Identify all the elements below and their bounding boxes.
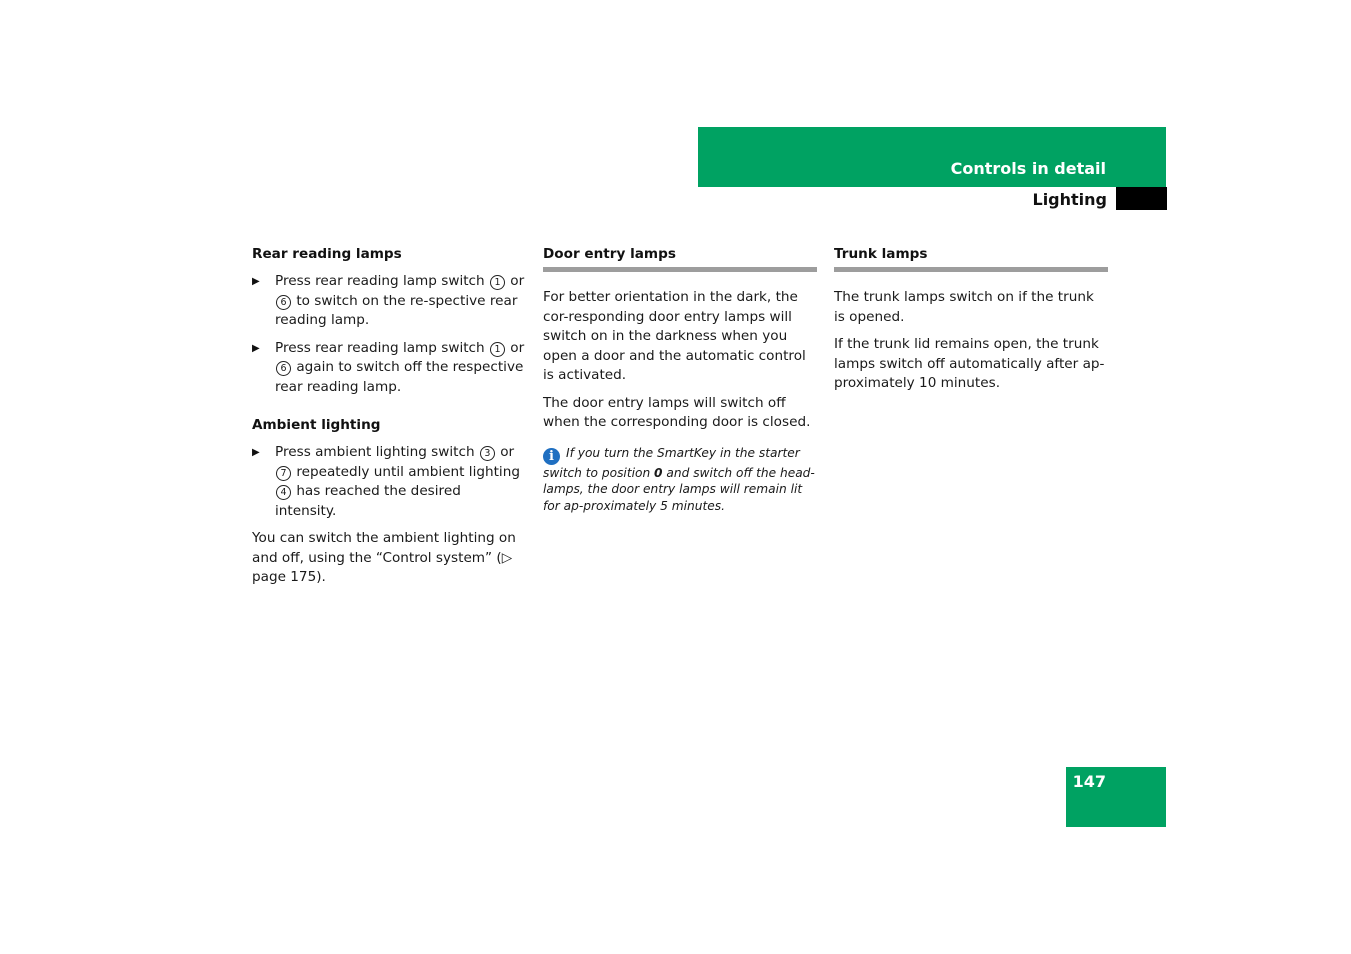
column-middle bbox=[543, 245, 817, 515]
triangle-bullet-icon: ▶ bbox=[252, 447, 260, 458]
triangle-bullet-icon: ▶ bbox=[252, 276, 260, 287]
info-note: i If you turn the SmartKey in the starter switch to position 0 and switch off the head-lamps, the door entry lamps will remain lit for ap-proximately 5 minutes. bbox=[543, 445, 815, 514]
chapter-title: Controls in detail bbox=[950, 159, 1106, 178]
callout-number: 7 bbox=[276, 466, 291, 481]
page-number: 147 bbox=[1072, 772, 1106, 791]
rear-reading-step-2: ▶ Press rear reading lamp switch 1 or 6 again to switch off the respective rear reading lamp. bbox=[252, 339, 525, 395]
ambient-lighting-paragraph: You can switch the ambient lighting on and off, using the “Control system” (▷ page 175). bbox=[252, 530, 516, 585]
column-right bbox=[834, 245, 1108, 402]
trunk-lamps-heading: Trunk lamps bbox=[834, 245, 1108, 272]
trunk-paragraph-1: The trunk lamps switch on if the trunk is opened. bbox=[834, 289, 1094, 325]
callout-number: 6 bbox=[276, 361, 291, 376]
door-entry-paragraph-1: For better orientation in the dark, the cor-responding door entry lamps will switch on in the darkness when you open a door and the automatic control is activated. bbox=[543, 289, 806, 383]
chapter-header-bar bbox=[698, 127, 1166, 187]
rear-reading-lamps-heading: Rear reading lamps bbox=[252, 246, 402, 262]
ambient-lighting-step: ▶ Press ambient lighting switch 3 or 7 repeatedly until ambient lighting 4 has reached the desired intensity. bbox=[252, 444, 520, 519]
door-entry-lamps-heading: Door entry lamps bbox=[543, 245, 817, 272]
trunk-paragraph-2: If the trunk lid remains open, the trunk lamps switch off automatically after ap-proximately 10 minutes. bbox=[834, 336, 1105, 391]
triangle-bullet-icon: ▶ bbox=[252, 342, 260, 354]
callout-number: 1 bbox=[490, 342, 505, 357]
callout-number: 6 bbox=[276, 295, 291, 310]
section-title: Lighting bbox=[1032, 190, 1107, 209]
callout-number: 3 bbox=[480, 446, 495, 461]
rear-reading-step-1: ▶ Press rear reading lamp switch 1 or 6 to switch on the re-spective rear reading lamp. bbox=[252, 273, 525, 328]
callout-number: 1 bbox=[490, 275, 505, 290]
column-left bbox=[252, 245, 526, 596]
key-position: 0 bbox=[654, 465, 663, 480]
ambient-lighting-heading: Ambient lighting bbox=[252, 417, 381, 433]
callout-number: 4 bbox=[276, 485, 291, 500]
page-number-box bbox=[1066, 767, 1166, 827]
info-icon: i bbox=[543, 448, 560, 465]
section-marker bbox=[1116, 187, 1167, 210]
door-entry-paragraph-2: The door entry lamps will switch off when the corresponding door is closed. bbox=[543, 394, 811, 430]
